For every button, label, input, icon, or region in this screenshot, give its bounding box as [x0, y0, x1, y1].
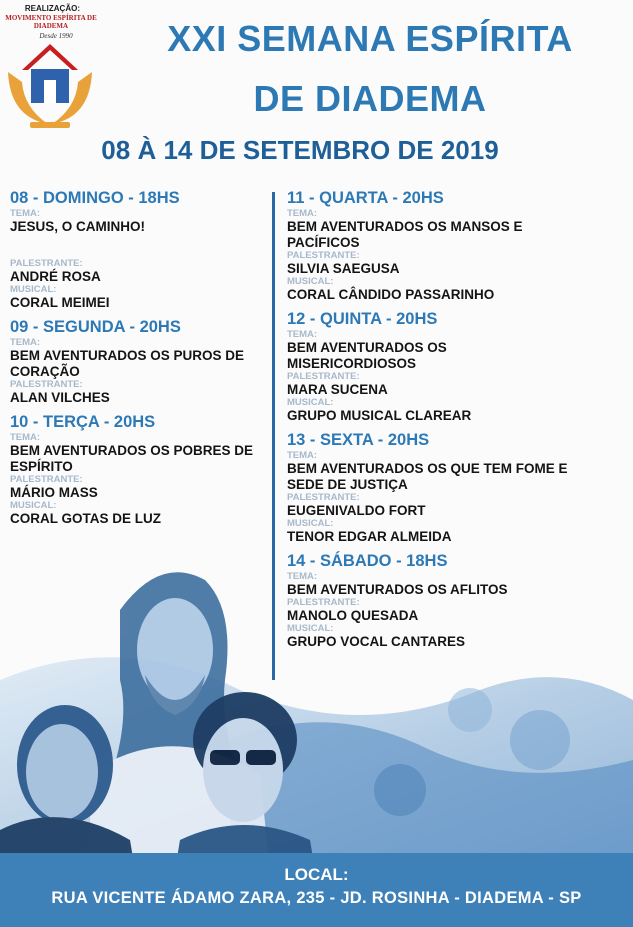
tema-label: TEMA: — [287, 571, 318, 582]
tema-value: BEM AVENTURADOS OS POBRES DE ESPÍRITO — [10, 443, 254, 474]
day-heading: 10 - TERÇA - 20HS — [10, 413, 156, 431]
logo-organization-name: MOVIMENTO ESPÍRITA DE DIADEMA — [5, 14, 97, 30]
event-date-range: 08 À 14 DE SETEMBRO DE 2019 — [101, 135, 499, 165]
musical-label: MUSICAL: — [287, 623, 334, 634]
location-label: LOCAL: — [284, 865, 349, 884]
musical-value: CORAL MEIMEI — [10, 295, 110, 310]
musical-label: MUSICAL: — [287, 276, 334, 287]
tema-value: JESUS, O CAMINHO! — [10, 219, 146, 234]
tema-label: TEMA: — [10, 208, 41, 219]
tema-label: TEMA: — [10, 337, 41, 348]
schedule-day-11 — [287, 188, 617, 303]
tema-value: BEM AVENTURADOS OS AFLITOS — [287, 582, 508, 597]
day-heading: 12 - QUINTA - 20HS — [287, 310, 438, 328]
portraits-artwork — [0, 540, 633, 870]
day-heading: 14 - SÁBADO - 18HS — [287, 552, 448, 570]
musical-label: MUSICAL: — [10, 500, 57, 511]
musical-value: CORAL GOTAS DE LUZ — [10, 511, 161, 526]
schedule-day-13 — [287, 430, 617, 545]
tema-label: TEMA: — [287, 450, 318, 461]
event-title-line1: XXI SEMANA ESPÍRITA — [167, 18, 573, 59]
musical-value: GRUPO VOCAL CANTARES — [287, 634, 466, 649]
musical-value: TENOR EDGAR ALMEIDA — [287, 529, 452, 544]
day-heading: 08 - DOMINGO - 18HS — [10, 189, 180, 207]
logo-since-text: Desde 1990 — [39, 32, 73, 40]
palestrante-value: EUGENIVALDO FORT — [287, 503, 426, 518]
house-hands-icon — [0, 12, 100, 132]
schedule-day-12 — [287, 309, 617, 424]
musical-label: MUSICAL: — [10, 284, 57, 295]
event-title-line2: DE DIADEMA — [253, 78, 487, 119]
palestrante-value: MANOLO QUESADA — [287, 608, 419, 623]
palestrante-label: PALESTRANTE: — [287, 371, 360, 382]
tema-value: BEM AVENTURADOS OS MANSOS E PACÍFICOS — [287, 219, 523, 250]
organizer-logo — [0, 2, 100, 132]
palestrante-label: PALESTRANTE: — [287, 250, 360, 261]
palestrante-value: MÁRIO MASS — [10, 485, 98, 500]
palestrante-value: MARA SUCENA — [287, 382, 388, 397]
location-footer — [0, 853, 633, 927]
palestrante-label: PALESTRANTE: — [10, 258, 83, 269]
musical-value: CORAL CÂNDIDO PASSARINHO — [287, 287, 495, 302]
tema-label: TEMA: — [10, 432, 41, 443]
palestrante-label: PALESTRANTE: — [10, 474, 83, 485]
musical-value: GRUPO MUSICAL CLAREAR — [287, 408, 472, 423]
tema-value: BEM AVENTURADOS OS QUE TEM FOME E SEDE DE JUSTIÇA — [287, 461, 568, 492]
schedule-day-08 — [10, 188, 270, 311]
palestrante-label: PALESTRANTE: — [287, 492, 360, 503]
palestrante-value: SILVIA SAEGUSA — [287, 261, 400, 276]
tema-value: BEM AVENTURADOS OS PUROS DE CORAÇÃO — [10, 348, 245, 379]
schedule-day-10 — [10, 412, 270, 527]
tema-value: BEM AVENTURADOS OS MISERICORDIOSOS — [287, 340, 447, 371]
day-heading: 11 - QUARTA - 20HS — [287, 189, 444, 207]
day-heading: 13 - SEXTA - 20HS — [287, 431, 430, 449]
palestrante-value: ANDRÉ ROSA — [10, 269, 101, 284]
schedule-column-left — [10, 188, 270, 527]
palestrante-label: PALESTRANTE: — [287, 597, 360, 608]
day-heading: 09 - SEGUNDA - 20HS — [10, 318, 181, 336]
schedule-day-09 — [10, 317, 270, 406]
musical-label: MUSICAL: — [287, 397, 334, 408]
palestrante-label: PALESTRANTE: — [10, 379, 83, 390]
tema-label: TEMA: — [287, 329, 318, 340]
musical-label: MUSICAL: — [287, 518, 334, 529]
tema-label: TEMA: — [287, 208, 318, 219]
realizacao-label: REALIZAÇÃO: — [24, 4, 80, 13]
palestrante-value: ALAN VILCHES — [10, 390, 110, 405]
location-address: RUA VICENTE ÁDAMO ZARA, 235 - JD. ROSINHA - DIADEMA - SP — [51, 889, 582, 907]
